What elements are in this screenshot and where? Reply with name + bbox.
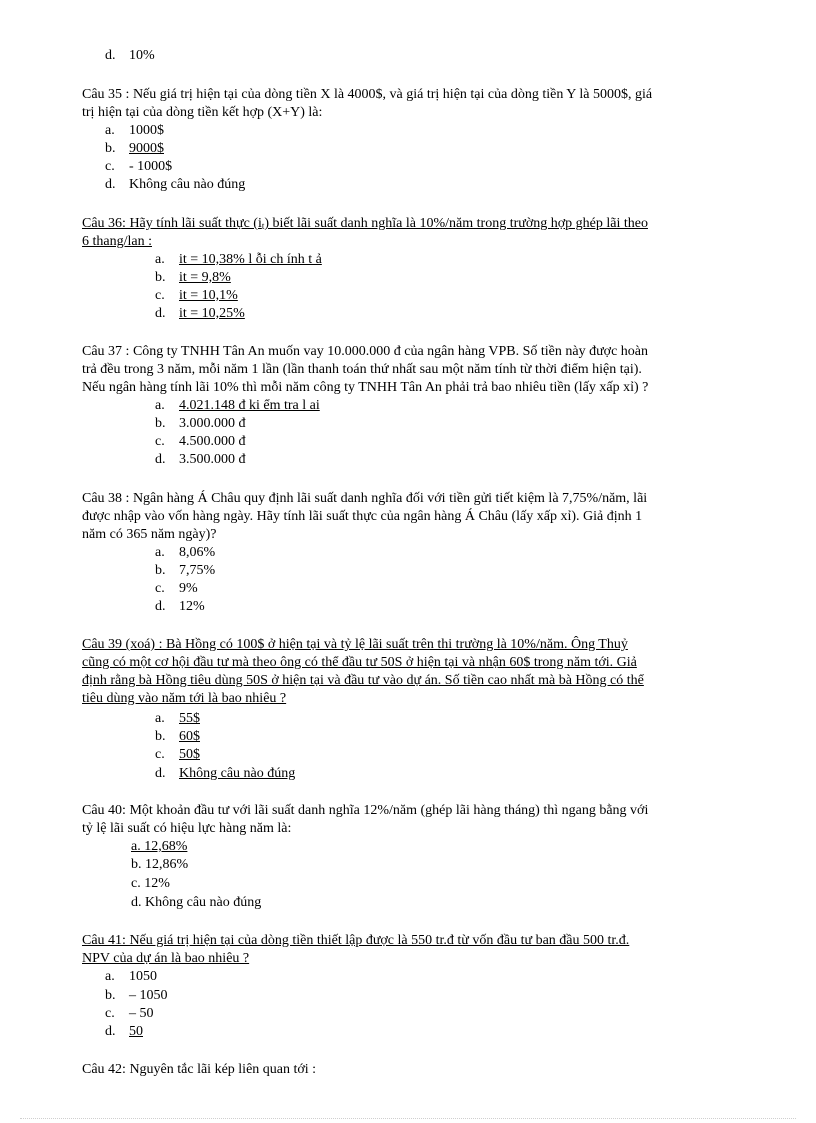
question-38-text-cont2: năm có 365 năm ngày)? <box>82 527 217 542</box>
option-d: d. 10% <box>105 48 155 63</box>
option-a: a. 1000$ <box>105 123 164 138</box>
option-b: b. 12,86% <box>131 857 189 872</box>
option-d: d. Không câu nào đúng <box>131 895 262 910</box>
question-41-text: Câu 41: Nếu giá trị hiện tại của dòng tiền thiết lập được là 550 tr.đ từ vốn đầu tư ban đầu 500 tr.đ. <box>82 933 630 948</box>
option-b: b. 3.000.000 đ <box>155 416 246 431</box>
option-d: d. Không câu nào đúng <box>155 766 296 781</box>
question-39-text-cont3: tiêu dùng vào năm tới là bao nhiêu ? <box>82 691 287 706</box>
option-b: b. it = 9,8% <box>155 270 231 285</box>
question-37-text-cont: trả đều trong 3 năm, mỗi năm 1 lần (lần thanh toán thứ nhất sau một năm tính từ thời điểm hiện tại). <box>82 362 642 377</box>
option-a: a. 12,68% <box>131 839 188 854</box>
option-b: b. – 1050 <box>105 988 168 1003</box>
question-38-text-cont: được nhập vào vốn hàng ngày. Hãy tính lãi suất thực của ngân hàng Á Châu (lấy xấp xỉ). Giả định 1 <box>82 509 643 524</box>
question-38-text: Câu 38 : Ngân hàng Á Châu quy định lãi suất danh nghĩa đối với tiền gửi tiết kiệm là 7,75%/năm, lãi <box>82 491 648 506</box>
option-c: c. 12% <box>131 876 170 891</box>
option-c: c. 9% <box>155 581 198 596</box>
option-b: b. 7,75% <box>155 563 216 578</box>
option-a: a. 8,06% <box>155 545 216 560</box>
option-c: c. - 1000$ <box>105 159 173 174</box>
option-d: d. 3.500.000 đ <box>155 452 246 467</box>
option-d: d. Không câu nào đúng <box>105 177 246 192</box>
option-a: a. 1050 <box>105 969 157 984</box>
option-c: c. 4.500.000 đ <box>155 434 246 449</box>
question-37-text-cont2: Nếu ngân hàng tính lãi 10% thì mỗi năm công ty TNHH Tân An phải trả bao nhiêu tiền (lấy xấp xỉ) ? <box>82 380 649 395</box>
option-d: d. 12% <box>155 599 205 614</box>
option-a: a. 4.021.148 đ ki ểm tra l ai <box>155 398 320 413</box>
question-42-text: Câu 42: Nguyên tắc lãi kép liên quan tới : <box>82 1062 317 1077</box>
option-a: a. it = 10,38% l ỗi ch ính t ả <box>155 252 322 267</box>
question-41-text-cont: NPV của dự án là bao nhiêu ? <box>82 951 250 966</box>
question-36-text: Câu 36: Hãy tính lãi suất thực $(i_t)$ biết lãi suất danh nghĩa là 10%/năm trong trường hợp ghép lãi theo <box>82 216 648 231</box>
question-35-text-cont: trị hiện tại của dòng tiền kết hợp (X+Y) là: <box>82 105 323 120</box>
option-d: d. it = 10,25% <box>155 306 245 321</box>
option-b: b. 9000$ <box>105 141 164 156</box>
question-35-text: Câu 35 : Nếu giá trị hiện tại của dòng tiền X là 4000$, và giá trị hiện tại của dòng tiền Y là 5000$, giá <box>82 87 653 102</box>
option-a: a. 55$ <box>155 711 200 726</box>
question-39-text: Câu 39 (xoá) : Bà Hồng có 100$ ở hiện tại và tỷ lệ lãi suất trên thi trường là 10%/năm. Ông Thuỷ <box>82 637 628 652</box>
option-b: b. 60$ <box>155 729 200 744</box>
option-c: c. – 50 <box>105 1006 154 1021</box>
option-c: c. 50$ <box>155 747 200 762</box>
question-36-text-cont: 6 thang/lan : <box>82 234 152 249</box>
option-c: c. it = 10,1% <box>155 288 238 303</box>
option-d: d. 50 <box>105 1024 143 1039</box>
question-37-text: Câu 37 : Công ty TNHH Tân An muốn vay 10.000.000 đ của ngân hàng VPB. Số tiền này được hoàn <box>82 344 649 359</box>
question-40-text: Câu 40: Một khoản đầu tư với lãi suất danh nghĩa 12%/năm (ghép lãi hàng tháng) thì ngang bằng với <box>82 803 649 818</box>
page-divider <box>20 1118 796 1119</box>
question-39-text-cont: cũng có một cơ hội đầu tư mà theo ông có thể đầu tư 50S ở hiện tại và nhận 60$ trong năm tới. Giả <box>82 655 637 670</box>
question-40-text-cont: tỷ lệ lãi suất có hiệu lực hàng năm là: <box>82 821 292 836</box>
question-39-text-cont2: định rằng bà Hồng tiêu dùng 50S ở hiện tại và đầu tư vào dự án. Số tiền cao nhất mà bà Hồng có thể <box>82 673 644 688</box>
